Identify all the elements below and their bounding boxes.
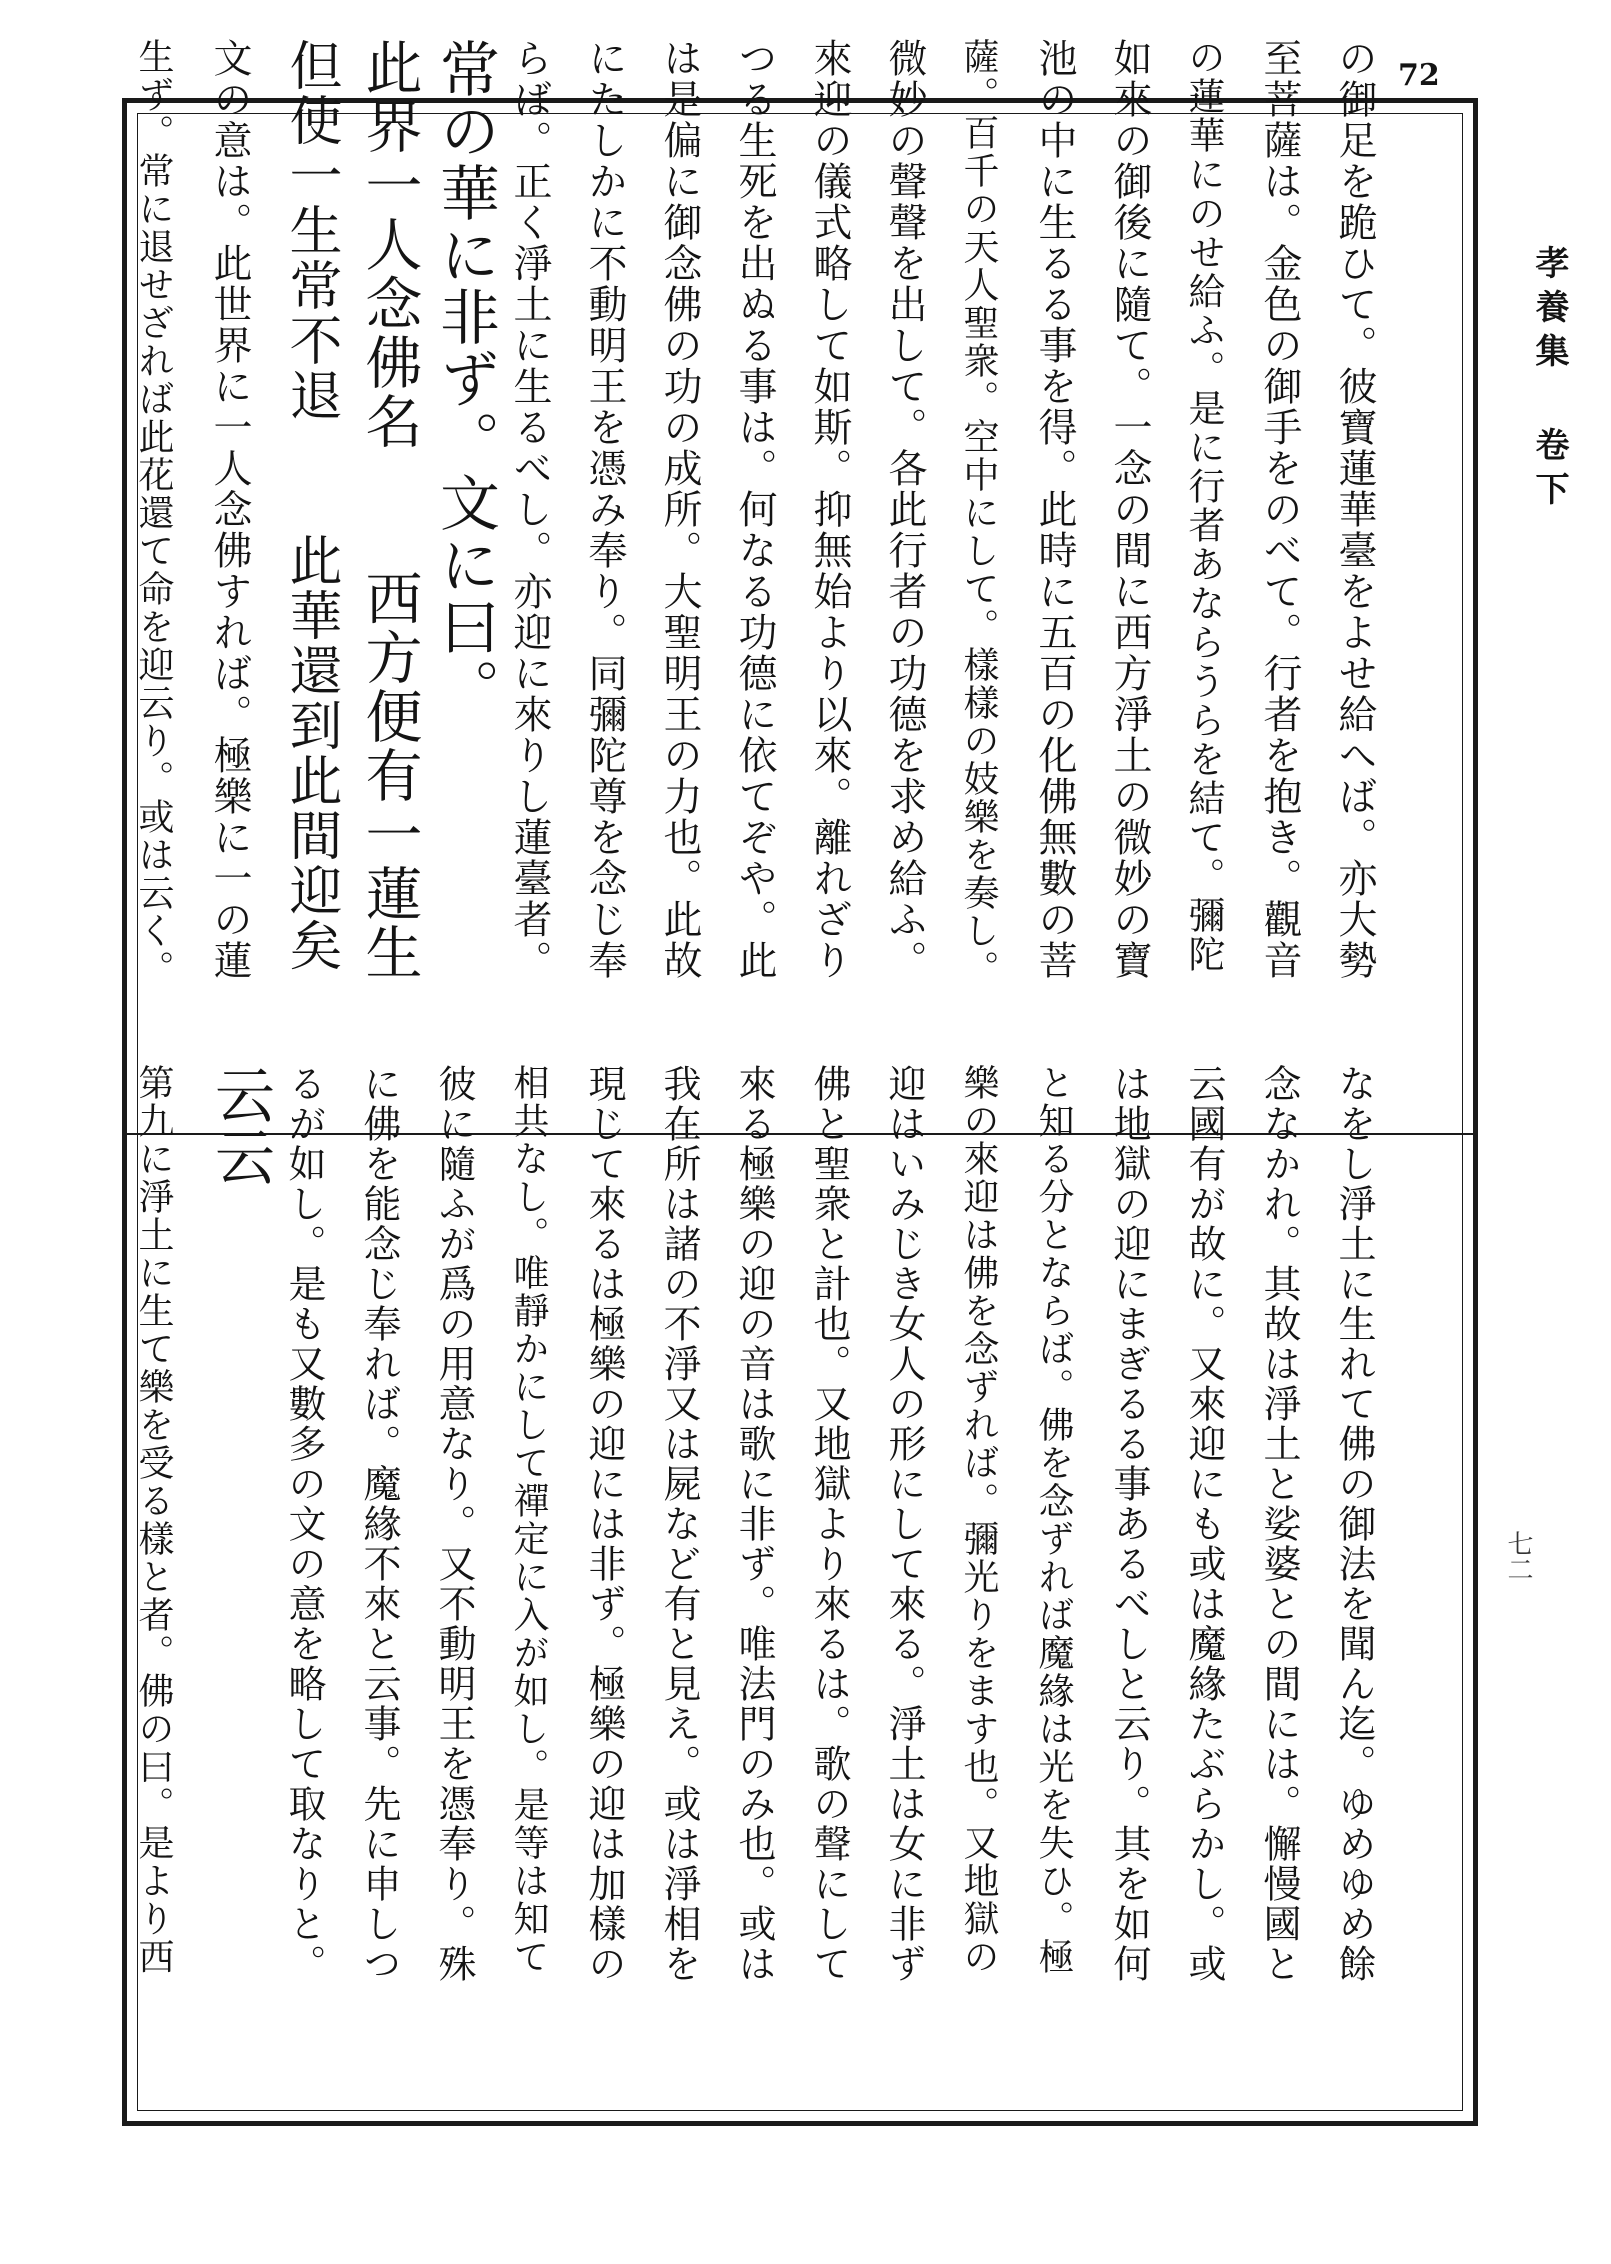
text-column: にたしかに不動明王を憑み奉り。同彌陀尊を念じ奉 [582,38,627,981]
text-column: 此界一人念佛名 西方便有一蓮生 [356,38,422,982]
text-column: 現じて來るは極樂の迎には非ず。極樂の迎は加樣の [582,1064,626,1984]
text-column: に佛を能念じ奉れば。魔緣不來と云事。先に申しつ [357,1064,401,1984]
text-column: 生ず。常に退せざれば此花還て命を迎云り。或は云く。 [133,38,174,988]
text-column: 第九に淨土に生て樂を受る樣と者。佛の曰。是より西 [133,1064,174,1976]
text-column: 相共なし。唯靜かにして禪定に入が如し。是等は知て [508,1064,549,1976]
text-column: 但使一生常不退 此華還到此間迎矣 [281,38,342,973]
text-column: 樂の來迎は佛を念ずれば。彌光りをます也。又地獄の [958,1064,999,1976]
text-column: 念なかれ。其故は淨土と娑婆との間には。懈慢國と [1257,1064,1301,1984]
text-column: は地獄の迎にまぎるる事あるべしと云り。其を如何 [1107,1064,1151,1984]
text-column: の御足を跪ひて。彼寶蓮華臺をよせ給へば。亦大勢 [1332,38,1377,981]
text-column: と知る分とならば。佛を念ずれば魔緣は光を失ひ。極 [1033,1064,1074,1976]
text-column: は是偏に御念佛の功の成所。大聖明王の力也。此故 [657,38,702,981]
text-column: 云國有が故に。又來迎にも或は魔緣たぶらかし。或 [1182,1064,1226,1984]
text-column: 薩。百千の天人聖衆。空中にして。樣樣の妓樂を奏し。 [958,38,999,988]
text-column: 池の中に生るる事を得。此時に五百の化佛無數の菩 [1032,38,1077,981]
text-column: 如來の御後に隨て。一念の間に西方淨土の微妙の寶 [1107,38,1152,981]
text-column: つる生死を出ぬる事は。何なる功德に依てぞや。此 [732,38,777,981]
text-column: なをし淨土に生れて佛の御法を聞ん迄。ゆめゆめ餘 [1332,1064,1376,1984]
text-column: 云云 [205,1064,275,1188]
text-column: 彼に隨ふが爲の用意なり。又不動明王を憑奉り。殊 [432,1064,476,1984]
text-column: 微妙の聲聲を出して。各此行者の功德を求め給ふ。 [882,38,927,981]
text-column: るが如し。是も又數多の文の意を略して取なりと。 [282,1064,326,1984]
text-column: らば。正く淨土に生るべし。亦迎に來りし蓮臺者。 [507,38,552,981]
text-column: 來迎の儀式略して如斯。抑無始より以來。離れざり [807,38,852,981]
text-column: 我在所は諸の不淨又は屍など有と見え。或は淨相を [657,1064,701,1984]
page-number: 72 [1398,58,1440,93]
text-column: 迎はいみじき女人の形にして來る。淨土は女に非ず [882,1064,926,1984]
text-column: 至菩薩は。金色の御手をのべて。行者を抱き。觀音 [1257,38,1302,981]
text-column: 常の華に非ず。文に曰。 [430,38,500,720]
text-column: 文の意は。此世界に一人念佛すれば。極樂に一の蓮 [207,38,252,981]
text-column: 來る極樂の迎の音は歌に非ず。唯法門のみ也。或は [732,1064,776,1984]
text-column: 佛と聖衆と計也。又地獄より來るは。歌の聲にして [807,1064,851,1984]
folio-number: 七二 [1503,1530,1533,1582]
text-column: の蓮華にのせ給ふ。是に行者あならうらを結て。彌陀 [1182,38,1225,974]
running-title: 孝養集 卷下 [1529,245,1569,515]
